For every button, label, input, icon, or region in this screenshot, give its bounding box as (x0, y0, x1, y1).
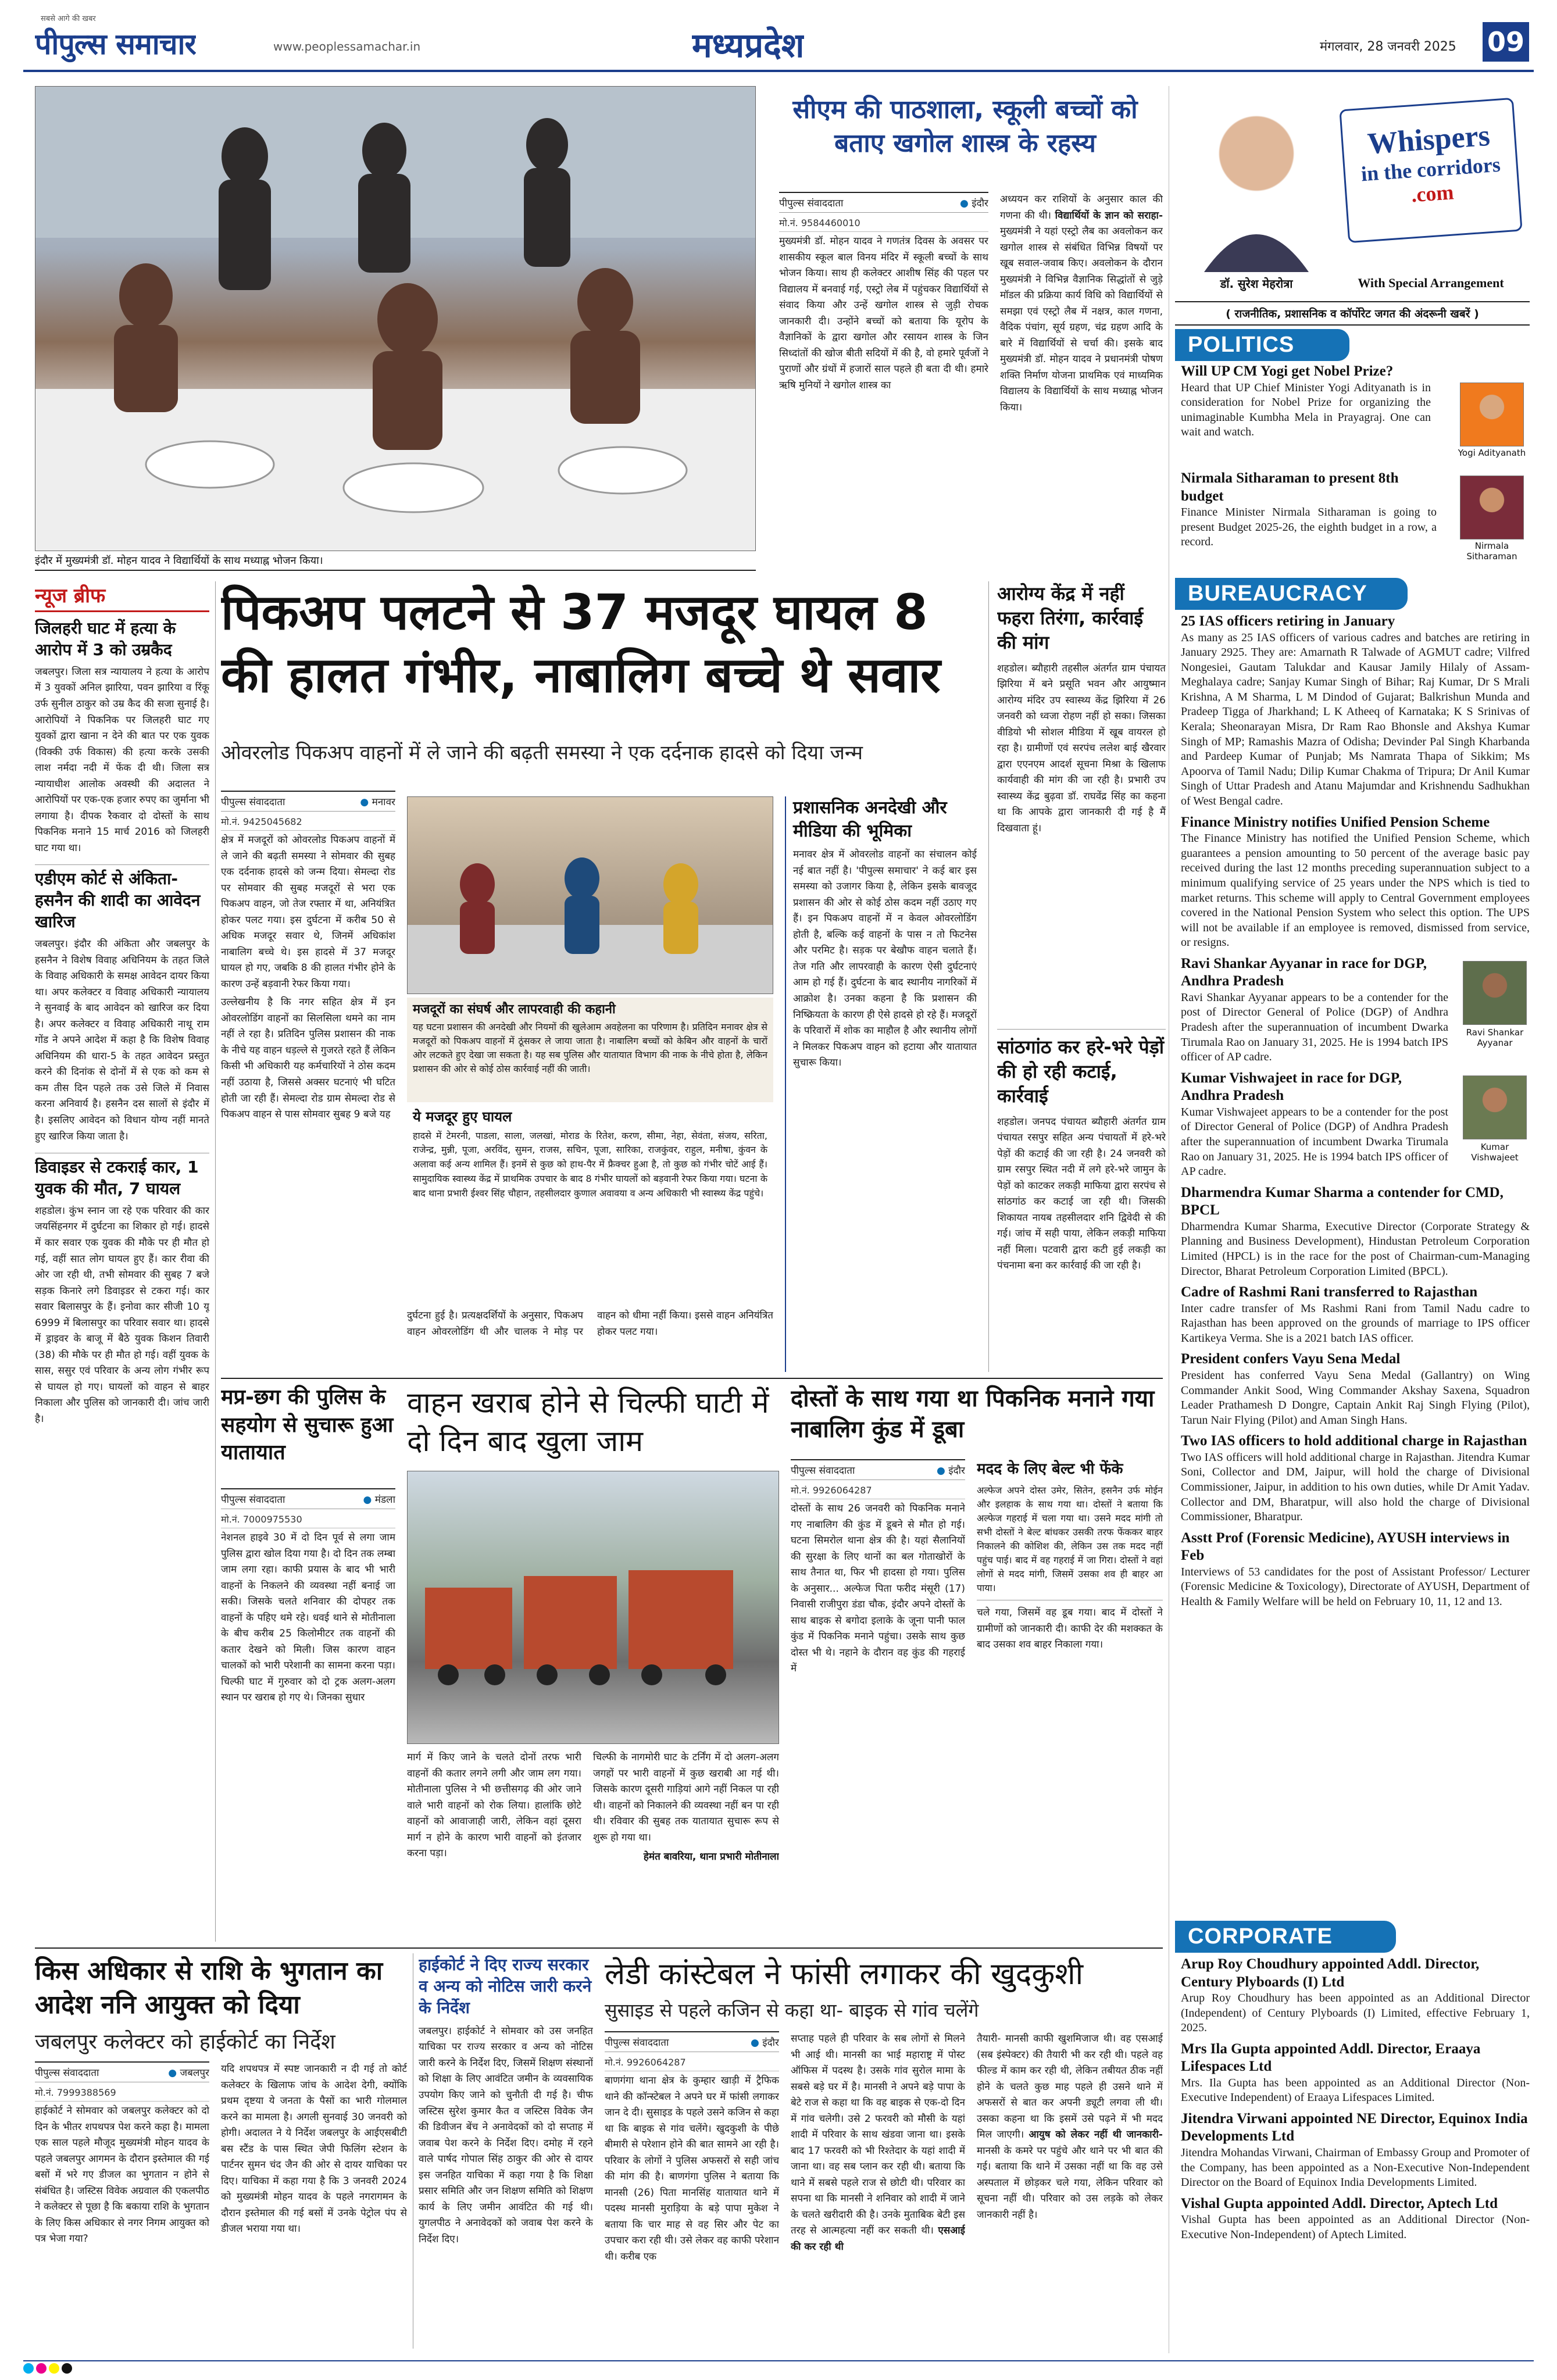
constable-subhead-2: एसआई की कर रही थी (791, 2225, 965, 2253)
masthead (23, 10, 1534, 69)
box-headline: ये मजदूर हुए घायल (413, 1109, 512, 1125)
politics-headline: Will UP CM Yogi get Nobel Prize? (1181, 363, 1394, 379)
box-body: मनावर क्षेत्र में ओवरलोड वाहनों का संचालन कोई नई बात नहीं है। 'पीपुल्स समाचार' ने कई बार इस समस्या को उजागर किया है, लेकिन इसके बावजूद प्रशासन की ओर से कोई ठोस कदम नहीं उठाए गए हैं। इन पिकअप वाहनों में न केवल ओवरलोडिंग होती है, बल्कि कई वाहनों के पास न तो फिटनेस और परमिट है। सड़क पर बेखौफ वाहन चलाते हैं। तेज गति और लापरवाही के कारण ऐसी दुर्घटनाएं आम हो गई हैं। दुर्घटना के बाद स्थानीय नागरिकों में आक्रोश है। उनका कहना है कि प्रशासन की निष्क्रियता के कारण ही ऐसे हादसे हो रहे हैं। मजदूरों के परिवारों में शोक का माहौल है और स्थानीय लोगों ने मिलकर पिकअप वाहन को हटाया और यातायात सुचारू किया। (793, 849, 977, 1069)
divider (997, 1029, 1166, 1030)
constable-headline: लेडी कांस्टेबल ने फांसी लगाकर की खुदकुशी (605, 1957, 1084, 1992)
politics-body: Heard that UP Chief Minister Yogi Adityanath is in consideration for Nobel Prize for organizing the unimaginable Kumbha Mela in Prayagraj. One can wait and watch. (1181, 381, 1431, 439)
arogya-body: शहडोल। ब्यौहारी तहसील अंतर्गत ग्राम पंचायत झिरिया में बने प्रसूति भवन और आयुष्मान आरोग्य मंदिर उप स्वास्थ्य केंद्र झिरिया में 26 जनवरी को ध्वजा रोहण नहीं हो सका। जिसका वीडियो भी सोशल मीडिया में खूब वायरल हो रहा है। ग्रामीणों एवं सरपंच ललेश बाई खैरवार द्वारा एएनएम आदर्श सूचना मिश्रा के खिलाफ कार्यवाही की मांग की जा रही है। प्रभारी उप स्वास्थ्य केंद्र बुढ़वा डॉ. राघवेंद्र सिंह का कहना था कि आपके द्वारा जानकारी दी गई है मैं दिखवाता हूं। (997, 662, 1166, 835)
bureaucracy-headline: Finance Ministry notifies Unified Pension Scheme (1181, 814, 1490, 830)
politics-headline: Nirmala Sitharaman to present 8th budget (1181, 470, 1399, 504)
newspaper-logo: पीपुल्स समाचार (35, 27, 196, 61)
bureaucracy-item (1181, 1284, 1530, 1346)
corporate-item (1181, 1956, 1530, 2036)
bureaucracy-body: Two IAS officers will hold additional charge in Rajasthan. Jitendra Kumar Soni, Collector and DM, Jaipur, will hold the charge of Divisional Commissioner, Jaipur, in addition to his own duties, while Dr Amit Yadav. Collector and DM, Bharatpur, will also hold the charge of Divisional Commissioner, Bharatpur. (1181, 1450, 1530, 1524)
truck-illustration (408, 1471, 779, 1744)
lead-subhead: ओवरलोड पिकअप वाहनों में ले जाने की बढ़ती समस्या ने एक दर्दनाक हादसे को दिया जन्म (221, 741, 863, 764)
corporate-headline: Vishal Gupta appointed Addl. Director, Aptech Ltd (1181, 2195, 1498, 2211)
bullet-icon: ● (937, 1465, 945, 1477)
special-arrangement: With Special Arrangement (1358, 276, 1504, 290)
bureaucracy-body: As many as 25 IAS officers of various cadres and batches are retiring in January 2925. They are: Amarnath R Talwade of AGMUT cadre; Vilfred Nongesiei, Gautam Talukdar and Kausar Jamily Hilaly of Assam-Meghalaya cadre; Sanjay Kumar Singh of Bihar; Raj Kumar, Dr S Mrali Krishna, A M Sharma, L M Dindod of Gujarat; Balkrishun Munda and Pradeep Tigga of Jharkhand; L K Atheeq of Karnataka; K S Srinivas of Kerala; Sheonarayan Misra, Dr Ram Rao Bhonsle and Akshya Kumar Singh of MP; Ramashis Mazra of Odisha; Devinder Pal Singh Kharbanda and Pardeep Kumar of Punjab; Ms Namrata Thapa of Sikkim; Ms Apoorva of Tamil Nadu; Dilip Kumar Chakma of Tripura; Dr Anil Kumar Singh of Uttar Pradesh and Atanu Majumdar and Krishnendu Sadhukhan of West Bengal cadre. (1181, 631, 1530, 808)
box-headline: प्रशासनिक अनदेखी और मीडिया की भूमिका (793, 798, 947, 841)
constable-subhead: सुसाइड से पहले कजिन से कहा था- बाइक से गांव चलेंगे (605, 1999, 979, 2021)
divider (35, 1947, 1163, 1949)
brief-body: जबलपुर। इंदौर की अंकिता और जबलपुर के हसनैन ने विशेष विवाह अधिनियम के तहत जिले के विवाह अधिकारी के समक्ष आवेदन दायर किया था। अपर कलेक्टर व विवाह अधिकारी न्यायालय ने सुनवाई के बाद आवेदन को खारिज कर दिया है। अपर कलेक्टर व विवाह अधिकारी नाथू राम गोंड ने अपने आदेश में कहा है कि विशेष विवाह अधिनियम की धारा-5 के तहत आवेदन प्रस्तुत करने की दिनांक से दोनों में से एक को कम से कम तीस दिन पहले तक उसे जिले में निवास करना अनिवार्य है। हसनैन दस सालों से इंदौर में है। इसलिए आवेदन को विधान योग्य नहीं मानते हुए खारिज किया जाता है। (35, 938, 209, 1142)
byline-city: मनावर (372, 796, 395, 808)
bureaucracy-headline: Cadre of Rashmi Rani transferred to Rajasthan (1181, 1284, 1478, 1300)
politics-body: Finance Minister Nirmala Sitharaman is going to present Budget 2025-26, the eighth budget in a row, a record. (1181, 506, 1437, 549)
whispers-logo (1339, 98, 1522, 243)
sathgath-story (997, 1035, 1166, 1372)
byline-khagol (779, 192, 988, 213)
lead-para1: क्षेत्र में मजदूरों को ओवरलोड पिकअप वाहनों में ले जाने की बढ़ती समस्या ने सोमवार की सुबह एक दर्दनाक हादसे को जन्म दिया। सेमल्दा रोड पर सोमवार की सुबह मजदूरों से भरा एक पिकअप वाहन, जो तेज रफ्तार में था, अनियंत्रित होकर पलट गया। इस दुर्घटना में करीब 50 से अधिक मजदूर सवार थे, जिनमें अधिकांश नाबालिग बच्चे थे। इस हादसे में 37 मजदूर घायल हो गए, जबकि 8 की हालत गंभीर होने के कारण उन्हें बड़वानी रेफर किया गया। (221, 834, 395, 990)
byline-city: इंदौर (762, 2037, 779, 2049)
brief-headline: डिवाइडर से टकराई कार, 1 युवक की मौत, 7 घायल (35, 1157, 199, 1198)
box-headline: मदद के लिए बेल्ट भी फेंके (977, 1460, 1123, 1478)
box-body: हादसे में टेमरनी, पाडला, साला, जलखां, मोराड के रितेश, करण, सीमा, नेहा, सेवंता, संजय, सरिता, राजेन्द्र, मुन्नी, पूजा, अरविंद, सुमन, राजस, सचिन, पूजा, सारिका, राजकुंवर, राहुल, मनीषा, कुंवन के अलावा कई अन्य शामिल हैं। इनमें से कुछ को हाथ-पैर में फ्रैक्चर हुआ है, तो कुछ को गंभीर चोटें आई हैं। सामुदायिक स्वास्थ्य केंद्र में प्राथमिक उपचार के बाद 8 गंभीर घायलों को बड़वानी रेफर किया गया। घटना के बाद थाना प्रभारी ईश्वर सिंह चौहान, तहसीलदार कुणाल अवावया व अन्य अधिकारी भी स्वास्थ्य केंद्र पहुंचे। (413, 1130, 767, 1199)
bullet-icon: ● (168, 2067, 177, 2079)
constable-byline (605, 2031, 779, 2052)
hc-payment-col2: यदि शपथपत्र में स्पष्ट जानकारी न दी गई तो कोर्ट कलेक्टर के खिलाफ जांच के आदेश देगी, क्योंकि प्रथम दृष्टया ये जनता के पैसों का भारी गोलमाल करने का मामला है। अगली सुनवाई 30 जनवरी को होगी। अदालत ने ये निर्देश जबलपुर के आईएसबीटी बस स्टैंड के पास स्थित जेपी फिलिंग स्टेशन के पार्टनर सुमन चंद जैन की ओर से दायर याचिका पर दिए। याचिका में कहा गया है कि 3 जनवरी 2024 को मुख्यमंत्री मोहन यादव के पहले नगरागमन के दौरान इस्तेमाल की गई बसों में उनके पेट्रोल पंप से डीजल भराया गया था। (221, 2063, 407, 2235)
mpcg-mobile: मो.नं. 7000975530 (221, 1510, 395, 1528)
arogya-headline: आरोग्य केंद्र में नहीं फहरा तिरंगा, कार्रवाई की मांग (997, 583, 1144, 654)
byline-city: मंडला (374, 1494, 395, 1506)
khagol-subhead: विद्यार्थियों के ज्ञान को सराहा- (1055, 209, 1163, 221)
brief-item (35, 869, 209, 1145)
author-silhouette (1181, 98, 1332, 272)
brief-headline: एडीएम कोर्ट से अंकिता-हसनैन की शादी का आवेदन खारिज (35, 869, 201, 932)
bureaucracy-header: BUREAUCRACY (1175, 578, 1408, 610)
bureaucracy-body: Kumar Vishwajeet appears to be a contender for the post of Director General of Police (DGP) of Andhra Pradesh after the superannuation of incumbent Dwarka Tirumala Rao on January 31, 2025. He is 1994 batch IPS officer of AP cadre. (1181, 1105, 1448, 1178)
byline-city: इंदौर (948, 1465, 965, 1477)
lead-col1 (221, 832, 395, 1455)
khagol-col2 (1000, 192, 1163, 564)
yogi-photo (1460, 383, 1524, 446)
issue-date: मंगलवार, 28 जनवरी 2025 (1320, 40, 1456, 54)
news-brief-column (35, 581, 209, 1953)
help-belt-box (977, 1459, 1163, 1930)
box-body: यह घटना प्रशासन की अनदेखी और नियमों की खुलेआम अवहेलना का परिणाम है। प्रतिदिन मनावर क्षेत्र से मजदूरों को पिकअप वाहनों में ठूंसकर ले जाया जाता है। नाबालिग बच्चों को केबिन और वाहनों के चारों ओर लटकते हुए देखा जा सकता है। यह सब पुलिस और यातायात विभाग की नाक के नीचे होता है, लेकिन प्रशासन की ओर से कोई ठोस कार्रवाई नहीं की जाती। (413, 1021, 767, 1075)
constable-col2 (791, 2031, 965, 2349)
bureaucracy-body: Interviews of 53 candidates for the post of Assistant Professor/ Lecturer (Forensic Medicine & Toxicology), Directorate of AYUSH, Department of Health & Family Welfare will be held on February 10, 11, 12 and 13. (1181, 1565, 1530, 1608)
page-number: 09 (1483, 22, 1529, 62)
picnic-headline: दोस्तों के साथ गया था पिकनिक मनाने गया नाबालिग कुंड में डूबा (791, 1385, 1155, 1443)
whispers-subtitle: ( राजनीतिक, प्रशासनिक व कॉर्पोरेट जगत की अंदरूनी खबरें ) (1175, 301, 1530, 326)
bureaucracy-body: Dharmendra Kumar Sharma, Executive Director (Corporate Strategy & Planning and Business Development), Hindustan Petroleum Corporation Limited (HPCL) is in the race for the post of Chairman-cum-Managing Director, Bharat Petroleum Corporation Limited (BPCL). (1181, 1220, 1530, 1278)
corporate-headline: Mrs Ila Gupta appointed Addl. Director, Eraaya Lifespaces Ltd (1181, 2040, 1481, 2075)
byline-city: इंदौर (972, 198, 988, 209)
arogya-story (997, 581, 1166, 1023)
kumar-vishwajeet-caption: Kumar Vishwajeet (1471, 1141, 1519, 1163)
injured-list-box (407, 1108, 773, 1306)
author-photo (1181, 98, 1332, 272)
whispers-logo-line3: .com (1410, 180, 1455, 207)
corporate-headline: Jitendra Virwani appointed NE Director, Equinox India Developments Ltd (1181, 2110, 1528, 2145)
politics-header: POLITICS (1175, 329, 1349, 361)
cm-lunch-photo (35, 86, 756, 551)
mpcg-headline: मप्र-छग की पुलिस के सहयोग से सुचारू हुआ यातायात (221, 1385, 394, 1465)
khagol-col1: मुख्यमंत्री डॉ. मोहन यादव ने गणतंत्र दिवस के अवसर पर शासकीय स्कूल बाल विनय मंदिर में स्कूली बच्चों के साथ भोजन किया। साथ ही कलेक्टर आशीष सिंह की पहल पर विद्यालय में बनवाई गई, एस्ट्रो लेब में पहुंचकर विद्यार्थियों से संवाद किया और उन्हें खगोल शास्त्र से जुड़ी रोचक जानकारी दी। उन्होंने बच्चों को बताया कि यूरोप के वैज्ञानिकों के द्वारा खगोल और रसायन शास्त्र के जिन सिध्दांतों की खोज बीती सदियों में की है, वो हमारे पूर्वजों ने पुराणों और ग्रंथों में हजारों साल पहले ही बता दी थी। हमारे ऋषि मुनियों ने खगोल शास्त्र का (779, 235, 988, 391)
bureaucracy-item (1181, 1070, 1530, 1180)
bureaucracy-headline: Dharmendra Kumar Sharma a contender for CMD, BPCL (1181, 1184, 1504, 1218)
column-rule (988, 581, 989, 1372)
sathgath-body: शहडोल। जनपद पंचायत ब्यौहारी अंतर्गत ग्राम पंचायत रसपुर सहित अन्य पंचायतों में हरे-भरे पेड़ों की कटाई की जा रही है। 24 जनवरी को ग्राम रसपुर स्थित नदी में लगे हरे-भरे जामुन के पेड़ों को काटकर लकड़ी माफिया द्वारा सरपंच से सांठगांठ कर कटाई जा रही थी। जिसकी शिकायत नायब तहसीलदार शनि द्विवेदी से की गई। जांच में सही पाया, लेकिन लकड़ी माफिया नहीं मिला। पटवारी द्वारा कटी हुई लकड़ी का पंचनामा बना कर कार्रवाई की जा रही है। (997, 1116, 1166, 1272)
corporate-body: Arup Roy Choudhury has been appointed as an Additional Director (Independent) of Century Plyboards (I) Limited, effective February 1, 2025. (1181, 1992, 1530, 2035)
lead-mobile: मो.नं. 9425045682 (221, 813, 395, 831)
byline-name: पीपुल्स संवाददाता (779, 198, 844, 209)
hc-payment-subhead: जबलपुर कलेक्टर को हाईकोर्ट का निर्देश (35, 2030, 335, 2054)
hc-notice-story (419, 1954, 593, 2347)
corporate-item (1181, 2040, 1530, 2106)
masthead-tagline: सबसे आगे की खबर (41, 15, 96, 23)
admin-neglect-box (785, 796, 977, 1372)
divider (221, 1378, 1163, 1379)
hc-payment-headline: किस अधिकार से राशि के भुगतान का आदेश ननि आयुक्त को दिया (35, 1956, 383, 2020)
chilfi-col2-box (593, 1750, 779, 1936)
website-url[interactable]: www.peoplessamachar.in (273, 40, 421, 53)
box-body: अल्फेज अपने दोस्त उमेर, सितेन, हसनैन उर्फ मोईन और इलहाक के साथ गया था। दोस्तों ने बताया कि अल्फेज गहराई में चला गया था। उसने मदद मांगी तो सभी दोस्तों ने बेल्ट बांधकर उसकी तरफ फेंककर बाहर निकालने की कोशिश की, लेकिन उस तक मदद नहीं पहुंच पाई। बाद में वह गहराई में जा गिरा। दोस्तों ने वहां लोगों से मदद मांगी, जिसमें उसका शव ही बाहर आ पाया। (977, 1485, 1163, 1594)
bureaucracy-headline: 25 IAS officers retiring in January (1181, 613, 1395, 629)
mobile-khagol: मो.नं. 9584460010 (779, 214, 988, 232)
constable-col3 (977, 2031, 1163, 2349)
constable-col3b-text: मानसी के कमरे पर पहुंचे और थाने पर भी बात की गई। बताया कि थाने में उसका नहीं था कि वह उसे अस्पताल में छोड़कर चले गया, लेकिन परिवार को सूचना नहीं थी। परिवार को उस लड़के को लेकर जानकारी नहीं है। (977, 2145, 1163, 2221)
brief-item (35, 618, 209, 856)
whispers-logo-line1: Whispers (1366, 119, 1491, 161)
mpcg-byline (221, 1488, 395, 1509)
bullet-icon: ● (360, 796, 369, 808)
lead-headline: पिकअप पलटने से 37 मजदूर घायल 8 की हालत गंभीर, नाबालिग बच्चे थे सवार (221, 584, 941, 703)
chilfi-signature: हेमंत बावरिया, थाना प्रभारी मोतीनाला (643, 1851, 779, 1863)
chilfi-headline: वाहन खराब होने से चिल्फी घाटी में दो दिन बाद खुला जाम (407, 1386, 769, 1458)
khagol-col2a: अध्ययन कर राशियों के अनुसार काल की गणना की थी। (1000, 194, 1163, 221)
picnic-tail: चले गया, जिसमें वह डूब गया। बाद में दोस्तों ने ग्रामीणों को जानकारी दी। काफी देर की मशक्कत के बाद उसका शव बाहर निकाला गया। (977, 1607, 1163, 1651)
brief-body: जबलपुर। जिला सत्र न्यायालय ने हत्या के आरोप में 3 युवकों अनिल झारिया, पवन झारिया व रिंकू उर्फ सुनील ठाकुर को उम्र कैद की सजा सुनाई है। आरोपियों ने पिकनिक पर जिलहरी घाट गए युवकों द्वारा खाना न देने की बात पर एक युवक (विक्की उर्फ विकास) की हत्या करके उसकी लाश नर्मदा नदी में फेंक दी थी। जिला सत्र न्यायाधीश आलोक अवस्थी की अदालत ने आरोपियों पर एक-एक हजार रुपए का जुर्माना भी लगाया है। दीपक रैकवार दो दोस्तों के साथ पिकनिक मनाने 15 मार्च 2016 को जिलहरी घाट गया था। (35, 666, 209, 854)
constable-col1: बाणगंगा थाना क्षेत्र के कुम्हार खाड़ी में ट्रैफिक थाने की कॉन्स्टेबल ने अपने घर में फांसी लगाकर जान दे दी। सुसाइड के पहले उसने कजिन से कहा था कि बाइक से गांव चलेंगे। खुदकुशी के पीछे बीमारी से परेशान होने की बात सामने आ रही है। परिवार के लोगों ने पुलिस अफसरों से सही जांच की मांग की है। बाणगंगा पुलिस ने बताया कि मानसी (26) पिता मानसिंह यातायात थाने में पदस्थ मानसी मुराड़िया के बड़े पापा मुकेश ने बताया कि चार माह से वह सिर और पेट का उपचार करा रही थी। उसे लेकर वह काफी परेशान थी। करीब एक (605, 2075, 779, 2263)
registration-marks (23, 2360, 1534, 2374)
corporate-body: Vishal Gupta has been appointed as an Additional Director (Non-Executive Non-Independent) of Aptech Limited. (1181, 2213, 1530, 2241)
picnic-body: दोस्तों के साथ 26 जनवरी को पिकनिक मनाने गए नाबालिग की कुंड में डूबने से मौत हो गई। घटना सिमरोल थाना क्षेत्र की है। यहां सैलानियों की सुरक्षा के लिए थानों का बल गोताखोरों के साथ तैनात था, फिर भी हादसा हो गया। पुलिस के अनुसार... अल्फेज पिता फरीद मंसूरी (17) निवासी राजीपुरा डंडा चौक, इंदौर अपने दोस्तों के साथ बाइक से बगोदा इलाके के जूना पानी फाल कुंड में पिकनिक मनाने पहुंचा। उसके साथ कुछ दोस्त भी थे। नहाने के दौरान वह कुंड की गहराई में (791, 1503, 965, 1675)
lead-tail: दुर्घटना हुई है। प्रत्यक्षदर्शियों के अनुसार, पिकअप वाहन ओवरलोडिंग थी और चालक ने मोड़ पर वाहन को धीमा नहीं किया। इससे वाहन अनियंत्रित होकर पलट गया। (407, 1310, 773, 1338)
byline-city: जबलपुर (180, 2067, 209, 2079)
box-headline: मजदूरों का संघर्ष और लापरवाही की कहानी (413, 1002, 616, 1017)
picnic-mobile: मो.नं. 9926064287 (791, 1481, 965, 1499)
ravi-shankar-caption: Ravi Shankar Ayyanar (1466, 1027, 1524, 1048)
accident-photo (407, 796, 773, 994)
labour-struggle-box (407, 998, 773, 1102)
chilfi-col2: चिल्फी के नागमोरी घाट के टर्निंग में दो अलग-अलग जगहों पर भारी वाहनों में कुछ खराबी आ गई थी। जिसके कारण दूसरी गाड़ियां आगे नहीं निकल पा रही थी। वाहनों को निकालने की व्यवस्था नहीं बन पा रही थी। रविवार की सुबह तक यातायात सुचारू रूप से शुरू हो गया था। (593, 1752, 779, 1843)
hc-payment-col1: हाईकोर्ट ने सोमवार को जबलपुर कलेक्टर को दो दिन के भीतर शपथपत्र पेश करने कहा है। मामला एक साल पहले मौजूद मुख्यमंत्री मोहन यादव के पहले जबलपुर आगमन के दौरान इस्तेमाल की गई बसों में भरे गए डीजल का भुगतान न होने से संबंधित है। जस्टिस विवेक अग्रवाल की एकलपीठ ने कलेक्टर से पूछा है कि बकाया राशि के भुगतान के लिए किस अधिकार से नगर निगम आयुक्त को पत्र भेजा गया? (35, 2105, 209, 2245)
bureaucracy-item (1181, 1432, 1530, 1524)
bureaucracy-item (1181, 1184, 1530, 1279)
truck-jam-photo (407, 1471, 779, 1744)
constable-mobile: मो.नं. 9926064287 (605, 2053, 779, 2071)
byline-name: पीपुल्स संवाददाता (791, 1465, 855, 1477)
ravi-shankar-photo (1463, 961, 1527, 1025)
bureaucracy-body: Ravi Shankar Ayyanar appears to be a contender for the post of Director General of Police (DGP) of Andhra Pradesh after the superannuation of incumbent Dwarka Tirumala Rao on January 31, 2025. He is 1994 batch IPS officer of AP cadre. (1181, 991, 1448, 1064)
sathgath-headline: सांठगांठ कर हरे-भरे पेड़ों की हो रही कटाई, कार्रवाई (997, 1036, 1165, 1107)
bullet-icon: ● (363, 1494, 372, 1506)
bureaucracy-body: Inter cadre transfer of Ms Rashmi Rani from Tamil Nadu cadre to Rajasthan has been approved on the grounds of marriage to IPS officer Kartikeya Verma. She is a 2021 batch IAS officer. (1181, 1302, 1530, 1345)
author-name: डॉ. सुरेश मेहरोत्रा (1220, 277, 1293, 291)
constable-subhead-3: आयुष को लेकर नहीं थी जानकारी- (1029, 2129, 1163, 2141)
bullet-icon: ● (960, 198, 969, 209)
masthead-rule (23, 70, 1534, 72)
bureaucracy-item (1181, 814, 1530, 950)
nirmala-caption: Nirmala Sitharaman (1466, 541, 1517, 562)
bureaucracy-item (1181, 955, 1530, 1065)
byline-name: पीपुल्स संवाददाता (221, 796, 285, 808)
column-rule (215, 581, 216, 1942)
hc-notice-headline: हाईकोर्ट ने दिए राज्य सरकार व अन्य को नोटिस जारी करने के निर्देश (419, 1955, 592, 2017)
kumar-vishwajeet-photo (1463, 1075, 1527, 1139)
hc-payment-mobile: मो.नं. 7999388569 (35, 2084, 209, 2102)
accident-illustration (408, 797, 773, 994)
bullet-icon: ● (751, 2037, 759, 2049)
whispers-logo-line2: in the corridors (1360, 152, 1501, 186)
bureaucracy-body: The Finance Ministry has notified the Unified Pension Scheme, which guarantees a pension amounting to 50 percent of the average basic pay received during the last 12 months preceding superannuation subject to a minimum qualifying service of 25 years under the NPS which is tied to market returns. This scheme will apply to Central Government employees covered in the National Pension System who select this option. The UPS will not be available if an employee is removed, dismissed from service, or resigns. (1181, 832, 1530, 949)
photo-caption: इंदौर में मुख्यमंत्री डॉ. मोहन यादव ने विद्यार्थियों के साथ मध्याह्न भोजन किया। (35, 553, 756, 571)
khagol-col2b: मुख्यमंत्री ने यहां एस्ट्रो लैब का अवलोकन कर खगोल शास्त्र से संबंधित विभिन्न विषयों पर खूब सवाल-जवाब किए। अवलोकन के दौरान मुख्यमंत्री ने विभिन्न वैज्ञानिक सिद्धांतों से जुड़े मॉडल की प्रक्रिया कार्य विधि को विद्यार्थियों से समझा एवं एस्ट्रो लैब में नक्षत्र, काल गणना, वैदिक पंचांग, सूर्य ग्रहण, चंद्र ग्रहण आदि के बारे में विद्यार्थियों से चर्चा की। इसके बाद मुख्यमंत्री डॉ. मोहन यादव ने प्रधानमंत्री पोषण शक्ति निर्माण योजना प्राथमिक एवं माध्यमिक विद्यालय के विद्यार्थियों के साथ मध्याह्न भोजन किया। (1000, 226, 1163, 413)
corporate-item (1181, 2195, 1530, 2243)
bureaucracy-headline: Kumar Vishwajeet in race for DGP, Andhra Pradesh (1181, 1070, 1402, 1104)
corporate-body: Jitendra Mohandas Virwani, Chairman of Embassy Group and Promoter of the Company, has been appointed as a Non-Executive Non-Independent Director on the Board of Equinox India Developments Limited. (1181, 2146, 1530, 2189)
brief-headline: जिलहरी घाट में हत्या के आरोप में 3 को उम्रकैद (35, 619, 176, 659)
bureaucracy-headline: Two IAS officers to hold additional charge in Rajasthan (1181, 1433, 1527, 1449)
news-brief-label: न्यूज ब्रीफ (35, 581, 209, 612)
constable-col2-text: सप्ताह पहले ही परिवार के सब लोगों से मिलने भी आई थी। मानसी का भाई महाराष्ट्र में पोस्ट ऑफिस में पदस्थ है। उसके गांव सुरोल मामा के सबसे बड़े घर में है। मानसी ने अपने बड़े पापा के बेटे राज से कहा था कि वह बाइक से एक-दो दिन में गांव चलेगी। उसे 2 फरवरी को मौसी के यहां शादी में परिवार के साथ खंडवा जाना था। इसके बाद 17 फरवरी को भी रिश्तेदार के यहां शादी में जाना था। वह सब प्लान कर रही थी। बताया कि थाने में सबसे पहले राज से छोटी थी। परिवार का सपना था कि मानसी ने शनिवार को शादी में जाने के चलते खरीदारी की है। उनके मुताबिक बेटी इस तरह से आत्महत्या नहीं कर सकती थी। (791, 2033, 965, 2237)
byline-name: पीपुल्स संवाददाता (35, 2067, 99, 2079)
yogi-caption: Yogi Adityanath (1458, 448, 1526, 458)
headline-khagol: सीएम की पाठशाला, स्कूली बच्चों को बताए खगोल शास्त्र के रहस्य (792, 95, 1138, 159)
picnic-byline (791, 1459, 965, 1480)
constable-col3-text: तैयारी- मानसी काफी खुशमिजाज थी। वह एसआई (सब इंस्पेक्टर) की तैयारी भी कर रही थी। पहले वह फील्ड में काम कर रही थी, लेकिन तबीयत ठीक नहीं होने के चलते कुछ माह पहले ही उसने थाने में अफसरों से बात कर अपनी ड्यूटी लगवा ली थी। उसका कहना था कि इसमें उसे पढ़ने में भी मदद मिल जाएगी। (977, 2033, 1163, 2141)
brief-item (35, 1157, 209, 1427)
bureaucracy-headline: President confers Vayu Sena Medal (1181, 1351, 1401, 1367)
corporate-item (1181, 2110, 1530, 2190)
bureaucracy-item (1181, 1350, 1530, 1428)
corporate-list (1181, 1956, 1530, 2247)
divider (35, 864, 209, 865)
section-title: मध्यप्रदेश (692, 26, 805, 65)
bureaucracy-list (1181, 613, 1530, 1614)
byline-name: पीपुल्स संवाददाता (221, 1494, 285, 1506)
bureaucracy-item (1181, 613, 1530, 809)
bureaucracy-headline: Ravi Shankar Ayyanar in race for DGP, Andhra Pradesh (1181, 955, 1427, 989)
corporate-body: Mrs. Ila Gupta has been appointed as an Additional Director (Non-Executive Independent) of Eraaya Lifespaces Limited. (1181, 2076, 1530, 2104)
photo-illustration (35, 87, 756, 551)
bureaucracy-headline: Asstt Prof (Forensic Medicine), AYUSH interviews in Feb (1181, 1530, 1510, 1564)
mpcg-body: नेशनल हाइवे 30 में दो दिन पूर्व से लगा जाम पुलिस द्वारा खोल दिया गया है। दो दिन तक लम्बा जाम लगा रहा। काफी प्रयास के बाद भी भारी वाहनों के निकलने की व्यवस्था नहीं बनाई जा सकी। जिसके चलते शनिवार की दोपहर तक वाहनों के पहिए थमे रहे। धवई थाने से मोतीनाला के बीच करीब 25 किलोमीटर तक वाहनों की कतार देखने को मिली। जिस कारण वाहन चालकों को भारी परेशानी का सामना करना पड़ा। चिल्फी घाट में गुरुवार को दो ट्रक अलग-अलग स्थान पर खराब हो गए थे। जिनका सुधार (221, 1532, 395, 1704)
byline-name: पीपुल्स संवाददाता (605, 2037, 669, 2049)
corporate-header: CORPORATE (1175, 1921, 1396, 1953)
whispers-panel (1169, 86, 1534, 2353)
lead-byline (221, 791, 395, 812)
chilfi-col1: मार्ग में किए जाने के चलते दोनों तरफ भारी वाहनों की कतार लगने लगी और जाम लग गया। मोतीनाला पुलिस ने भी छत्तीसगढ़ की ओर जाने वाले भारी वाहनों को रोक लिया। हालांकि छोटे वाहनों को आवाजाही जारी, लेकिन वहां दूसरा मार्ग न होने के कारण भारी वाहनों को इंतजार करना पड़ा। (407, 1752, 581, 1860)
corporate-headline: Arup Roy Choudhury appointed Addl. Director, Century Plyboards (I) Ltd (1181, 1956, 1480, 1990)
hc-notice-body: जबलपुर। हाईकोर्ट ने सोमवार को उस जनहित याचिका पर राज्य सरकार व अन्य को नोटिस जारी करने के निर्देश दिए, जिसमें शिक्षण संस्थानों को शिक्षा के लिए आवंटित जमीन के व्यवसायिक उपयोग किए जाने को चुनौती दी गई है। चीफ जस्टिस सुरेश कुमार कैत व जस्टिस विवेक जैन की डिवीजन बेंच ने अनावेदकों को दो सप्ताह में जवाब पेश करने के निर्देश दिए। दमोह में रहने वाले पार्षद गोपाल सिंह ठाकुर की ओर से दायर इस जनहित याचिका में कहा गया है कि शिक्षा प्रसार समिति और जन शिक्षण समिति को शिक्षण कार्य के लिए जमीन आवंटित की गई थी। युगलपीठ ने अनावेदकों को जवाब पेश करने के निर्देश दिए। (419, 2025, 593, 2245)
nirmala-photo (1460, 476, 1524, 539)
lead-para2: उल्लेखनीय है कि नगर सहित क्षेत्र में इन ओवरलोडिंग वाहनों का सिलसिला थमने का नाम नहीं ले रहा है। प्रतिदिन पुलिस प्रशासन की नाक के नीचे यह वाहन धड़ल्ले से गुजरते रहते हैं लेकिन किसी भी अधिकारी यह कर्मचारियों ने ठोस कदम नहीं उठाया है, जिससे अक्सर घटनाएं भी घटित होती जा रही हैं। सेमल्दा रोड ग्राम सेमल्दा रोड से पिकअप वाहन से पास सोमवार सुबह 9 बजे यह (221, 996, 395, 1121)
bureaucracy-item (1181, 1530, 1530, 1610)
bureaucracy-body: President has conferred Vayu Sena Medal (Gallantry) on Wing Commander Ankit Sood, Wing Commander Akshay Saxena, Squadron Leader Prathamesh D Dongre, Captain Ankit Raj Singh Flying (Pilot), Tarun Nair Flying (Pilot) and Aman Singh Hans. (1181, 1368, 1530, 1427)
hc-payment-byline (35, 2061, 209, 2082)
brief-body: शहडोल। कुंभ स्नान जा रहे एक परिवार की कार जयसिंहनगर में दुर्घटना का शिकार हो गई। हादसे में कार सवार एक युवक की मौके पर ही मौत हो गई, वहीं सात लोग घायल हुए हैं। कार रीवा की ओर जा रही थी, तभी सोमवार की सुबह 7 बजे सड़क किनारे लगे डिवाइडर से टकरा गई। कार सवार बिलासपुर के हैं। इनोवा कार सीजी 10 यू 6999 में बिलासपुर का परिवार सवार था। हादसे में ड्राइवर के बाजू में बैठे युवक किशन तिवारी (38) की मौके पर ही मौत हो गई। वहीं युवक के सास, ससुर एवं परिवार के अन्य लोग गंभीर रूप से घायल हो गए। घायलों को वाहन से बाहर निकाला और पुलिस को जानकारी दी। जांच जारी है। (35, 1205, 209, 1425)
